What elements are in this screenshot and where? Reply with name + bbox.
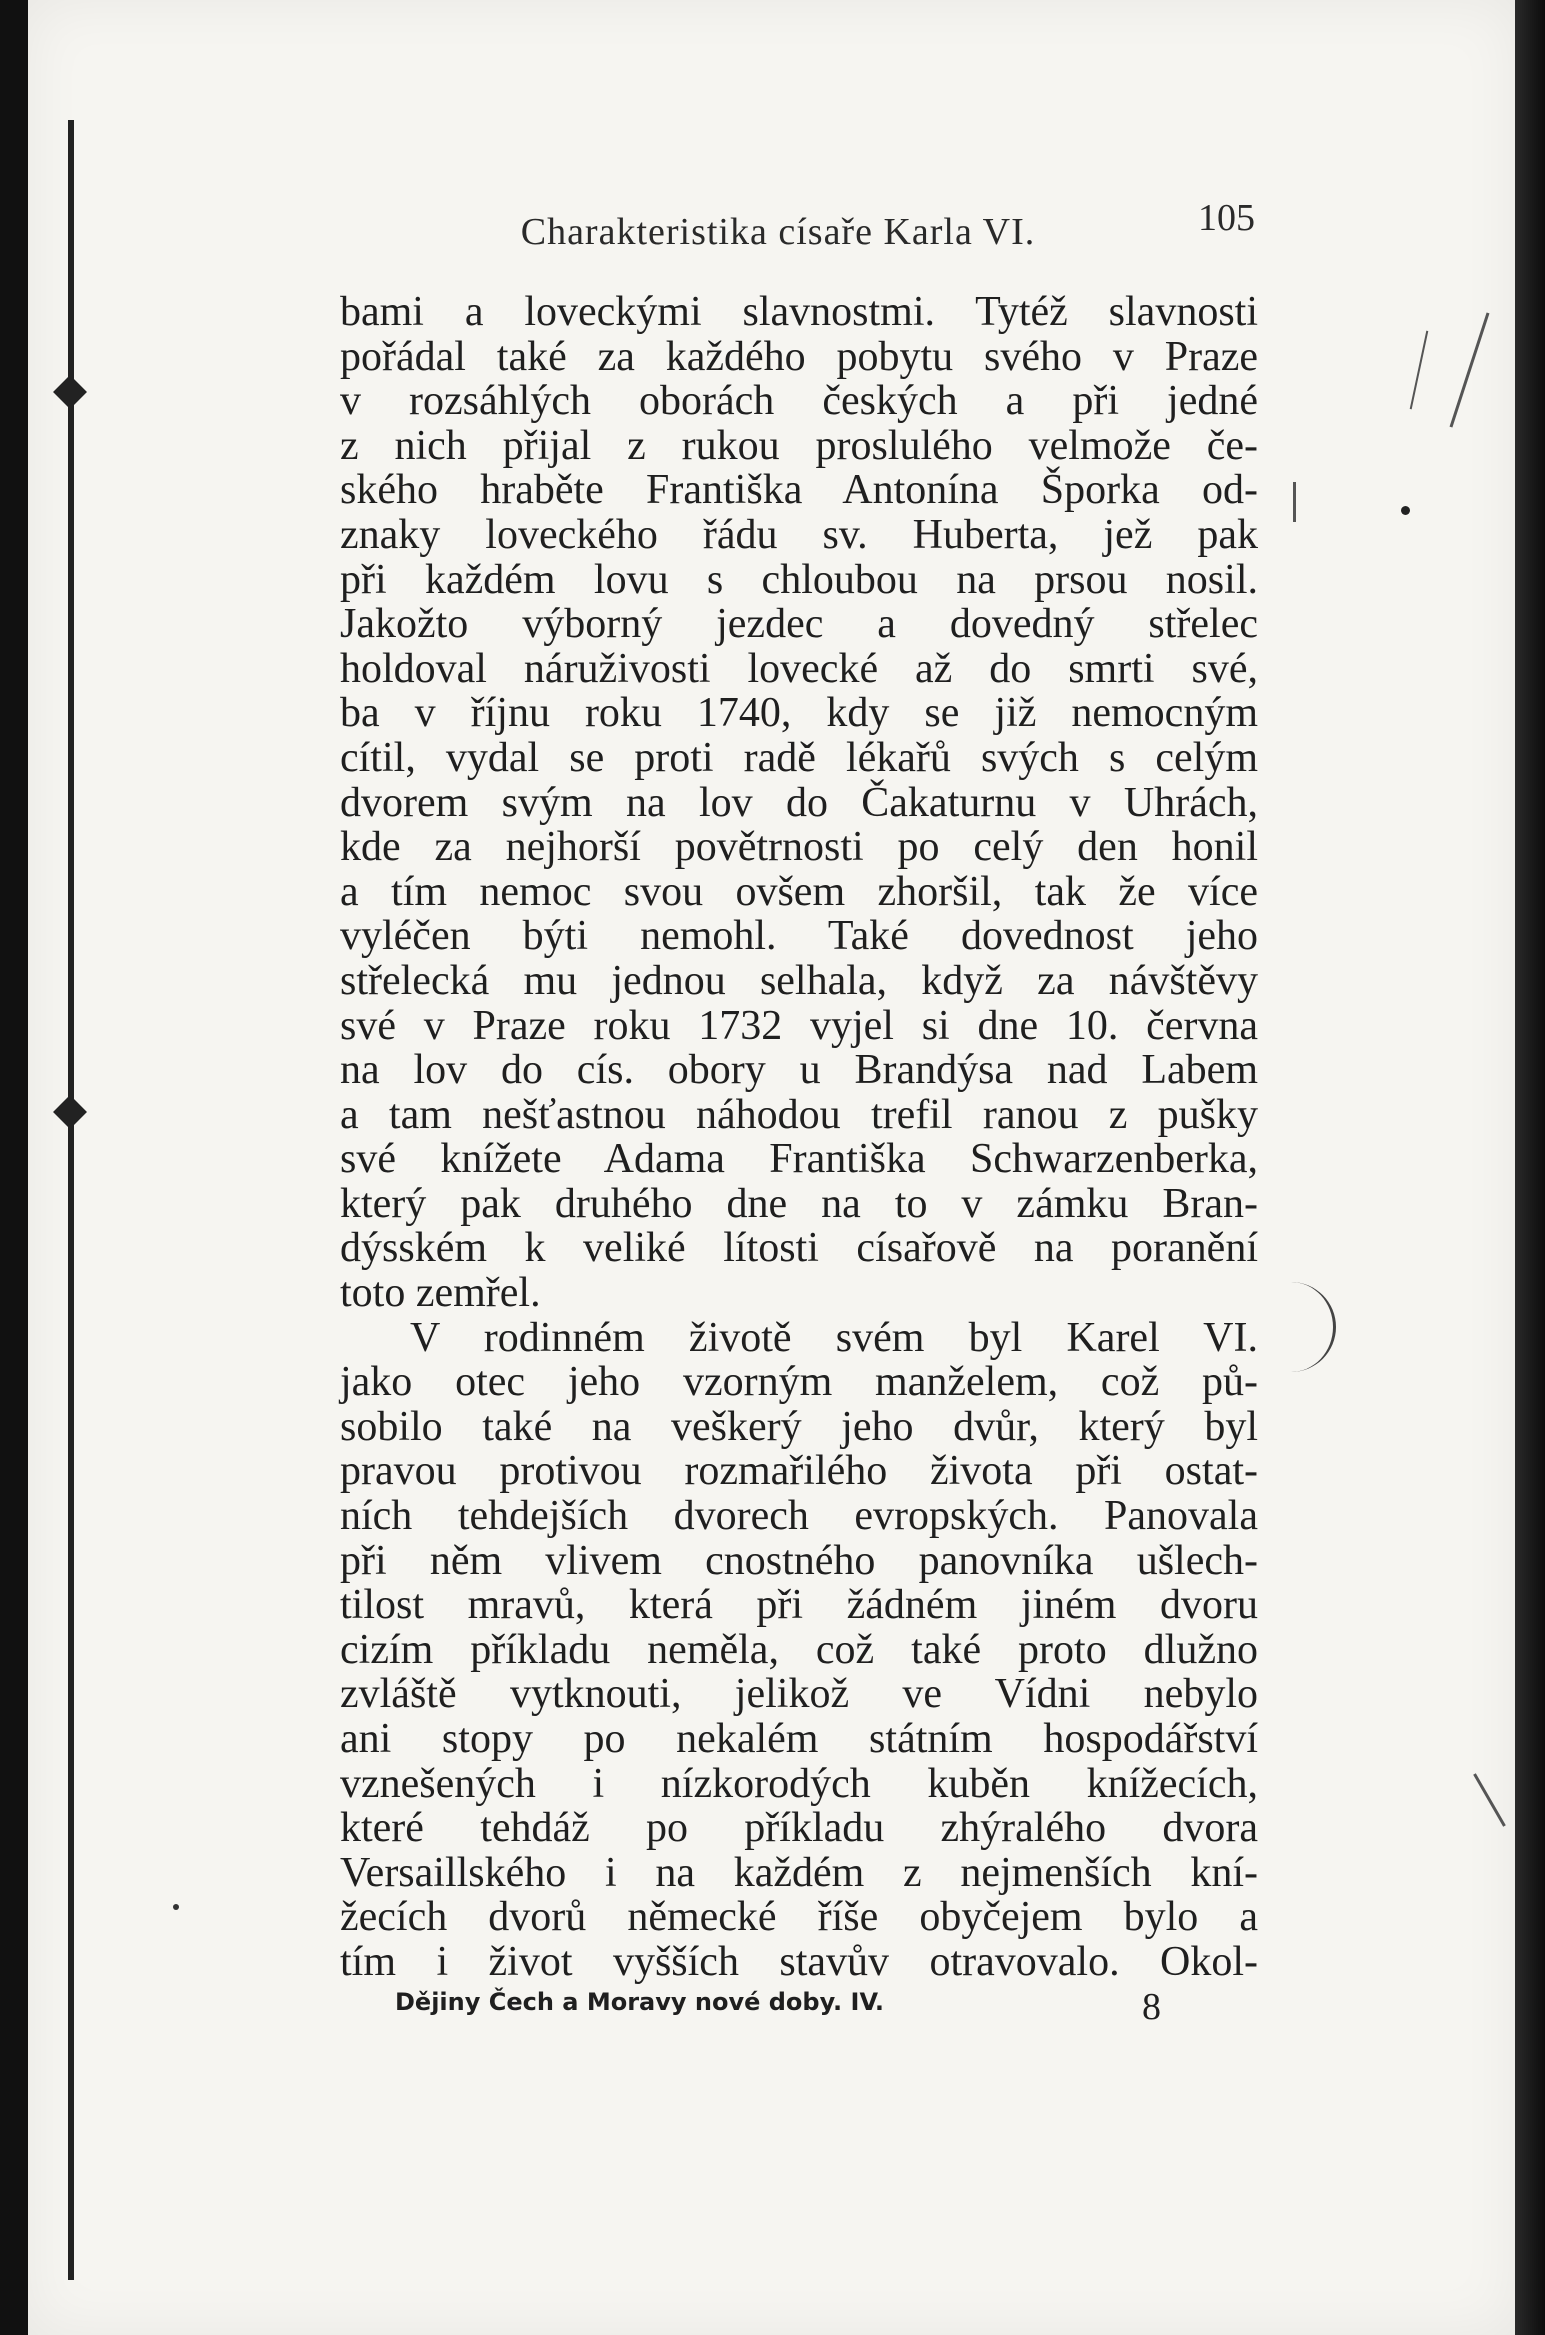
binding-rule	[68, 120, 74, 2280]
margin-mark-icon	[1450, 312, 1490, 427]
text-line: při něm vlivem cnostného panovníka ušlech-	[340, 1537, 1258, 1584]
text-line: V rodinném životě svém byl Karel VI.	[410, 1314, 1258, 1361]
scan-edge	[1515, 0, 1545, 2335]
margin-mark-icon	[1410, 331, 1429, 410]
text-line: ani stopy po nekalém státním hospodářství	[340, 1716, 1258, 1762]
text-line: kde za nejhorší povětrnosti po celý den honil	[340, 824, 1258, 871]
text-line: ba v říjnu roku 1740, kdy se již nemocným	[340, 690, 1258, 737]
page-sheet	[28, 0, 1516, 2335]
margin-dot-icon	[1401, 506, 1410, 515]
text-line: Jakožto výborný jezdec a dovedný střelec	[340, 601, 1258, 648]
text-line: znaky loveckého řádu sv. Huberta, jež pak	[340, 511, 1258, 558]
page-number: 105	[1198, 197, 1255, 239]
text-line: ského hraběte Františka Antonína Šporka od-	[340, 467, 1258, 514]
text-line: ních tehdejších dvorech evropských. Panovala	[340, 1493, 1258, 1540]
text-line: z nich přijal z rukou proslulého velmože če-	[340, 422, 1258, 469]
text-line: vyléčen býti nemohl. Také dovednost jeho	[340, 913, 1258, 960]
text-line: v rozsáhlých oborách českých a při jedné	[340, 378, 1258, 425]
text-line: tím i život vyšších stavův otravovalo. Okol-	[340, 1938, 1258, 1985]
binding-mark-icon	[53, 375, 87, 409]
text-line: cítil, vydal se proti radě lékařů svých s celým	[340, 734, 1258, 781]
text-line: dýsském k veliké lítosti císařově na poranění	[340, 1225, 1258, 1272]
text-line: tilost mravů, která při žádném jiném dvoru	[340, 1582, 1258, 1629]
footer-sheet-mark: 8	[1142, 1986, 1161, 2028]
text-line: žecích dvorů německé říše obyčejem bylo a	[340, 1894, 1258, 1941]
text-line: při každém lovu s chloubou na prsou nosil.	[340, 556, 1258, 603]
margin-bracket-icon	[1283, 1282, 1336, 1372]
text-line: pravou protivou rozmařilého života při ostat-	[340, 1448, 1258, 1495]
body-text	[340, 290, 1258, 1985]
footer-signature: Dějiny Čech a Moravy nové doby. IV.	[395, 1988, 885, 2016]
text-line: střelecká mu jednou selhala, když za návštěvy	[340, 957, 1258, 1004]
text-line: které tehdáž po příkladu zhýralého dvora	[340, 1805, 1258, 1852]
text-line: své v Praze roku 1732 vyjel si dne 10. června	[340, 1002, 1258, 1049]
text-line: toto zemřel.	[340, 1270, 541, 1317]
text-line: a tím nemoc svou ovšem zhoršil, tak že více	[340, 868, 1258, 915]
text-line: na lov do cís. obory u Brandýsa nad Labem	[340, 1047, 1258, 1094]
text-line: dvorem svým na lov do Čakaturnu v Uhrách,	[340, 779, 1258, 826]
text-line: zvláště vytknouti, jelikož ve Vídni nebylo	[340, 1671, 1258, 1718]
text-line: vznešených i nízkorodých kuběn knížecích,	[340, 1760, 1258, 1807]
margin-mark-icon	[1473, 1773, 1506, 1826]
text-line: a tam nešťastnou náhodou trefil ranou z pušky	[340, 1091, 1258, 1138]
text-line: který pak druhého dne na to v zámku Bran-	[340, 1180, 1258, 1227]
binding-mark-icon	[53, 1095, 87, 1129]
text-line: sobilo také na veškerý jeho dvůr, který byl	[340, 1403, 1258, 1450]
text-line: cizím příkladu neměla, což také proto dlužno	[340, 1626, 1258, 1673]
text-line: pořádal také za každého pobytu svého v Praze	[340, 333, 1258, 380]
running-title: Charakteristika císaře Karla VI.	[520, 211, 1036, 253]
text-line: holdoval náruživosti lovecké až do smrti své,	[340, 645, 1258, 692]
margin-dot-icon	[173, 1904, 179, 1910]
margin-mark-icon	[1293, 482, 1296, 522]
text-line: jako otec jeho vzorným manželem, což pů-	[340, 1359, 1258, 1406]
text-line: bami a loveckými slavnostmi. Tytéž slavnosti	[340, 289, 1258, 335]
text-line: své knížete Adama Františka Schwarzenberka,	[340, 1136, 1258, 1183]
text-line: Versaillského i na každém z nejmenších kní-	[340, 1849, 1258, 1896]
